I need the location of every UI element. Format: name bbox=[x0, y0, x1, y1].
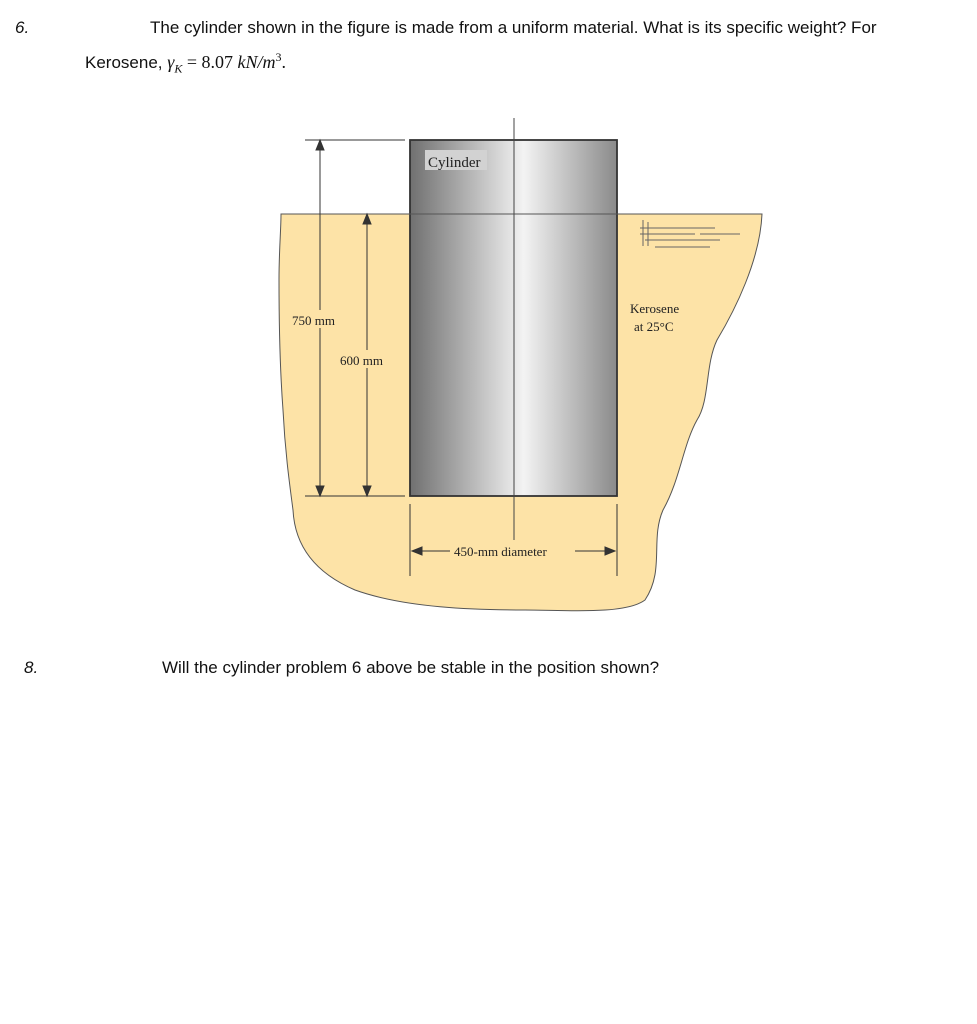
problem-6-number: 6. bbox=[15, 18, 30, 37]
diameter-label: 450-mm diameter bbox=[454, 544, 547, 559]
specific-weight-unit: kN/m bbox=[237, 52, 276, 72]
fluid-label-line2: at 25°C bbox=[634, 319, 674, 334]
unit-exponent: 3 bbox=[275, 50, 282, 64]
depth-label: 600 mm bbox=[340, 353, 383, 368]
problem-6-text-line2 bbox=[85, 50, 286, 77]
problem-6-fluid-prefix: Kerosene, bbox=[85, 53, 168, 72]
specific-weight-formula bbox=[167, 50, 286, 76]
problem-6-text-line1: The cylinder shown in the figure is made from a uniform material. What is its specific weight? For bbox=[150, 18, 877, 37]
height-label: 750 mm bbox=[292, 313, 335, 328]
figure-svg bbox=[265, 110, 775, 650]
specific-weight-value: 8.07 bbox=[201, 52, 233, 72]
gamma-symbol: γ bbox=[167, 52, 175, 72]
problem-8-number: 8. bbox=[24, 658, 39, 677]
problem-8-text: Will the cylinder problem 6 above be stable in the position shown? bbox=[162, 658, 660, 677]
period: . bbox=[281, 52, 286, 72]
gamma-subscript: K bbox=[174, 61, 183, 76]
cylinder-figure bbox=[265, 110, 775, 655]
equals-sign: = bbox=[182, 52, 202, 72]
cylinder-label: Cylinder bbox=[428, 155, 481, 171]
fluid-label-line1: Kerosene bbox=[630, 301, 680, 316]
